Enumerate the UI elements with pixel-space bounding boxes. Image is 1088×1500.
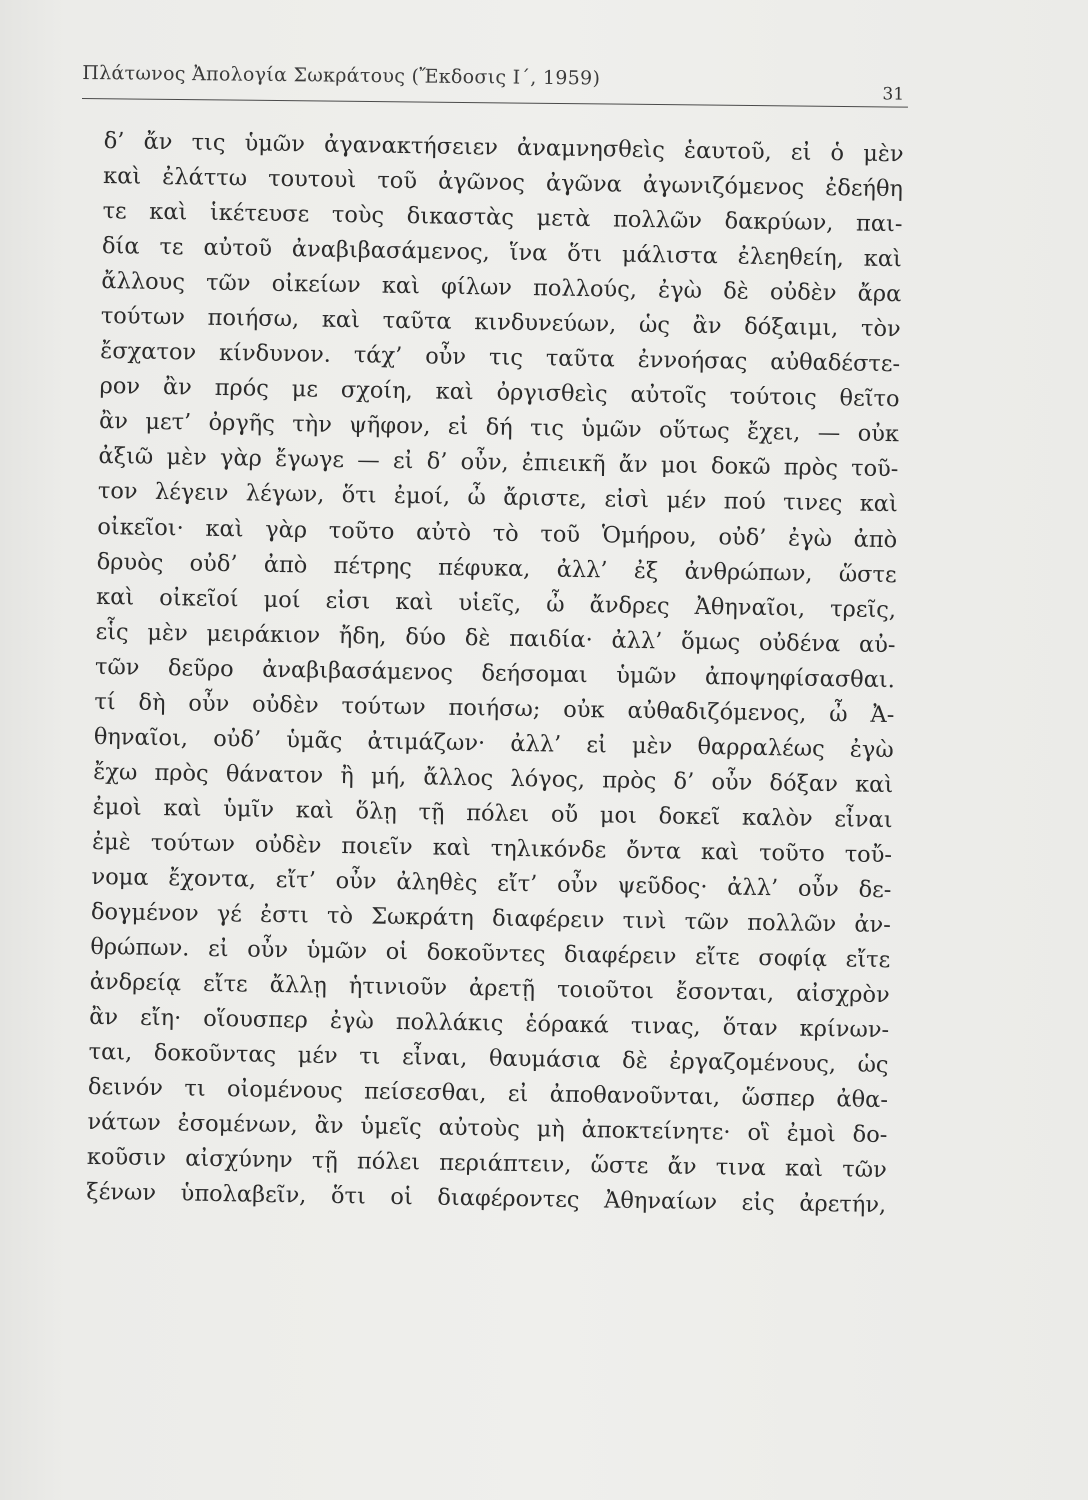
text-line: δία τε αὐτοῦ ἀναβιβασάμενος, ἵνα ὅτι μάλιστα ἐλεηθείη, καὶ <box>101 233 903 273</box>
text-line: δεινόν τι οἰομένους πείσεσθαι, εἰ ἀποθανοῦνται, ὥσπερ ἀθα- <box>87 1074 889 1114</box>
text-line: ται, δοκοῦντας μέν τι εἶναι, θαυμάσια δὲ ἐργαζομένους, ὡς <box>88 1039 889 1079</box>
page-number: 31 <box>882 84 905 105</box>
text-line: ἄλλους τῶν οἰκείων καὶ φίλων πολλούς, ἐγὼ δὲ οὐδὲν ἄρα <box>101 268 902 308</box>
text-line: ἐμὲ τούτων οὐδὲν ποιεῖν καὶ τηλικόνδε ὄντα καὶ τοῦτο τοὔ- <box>91 828 893 869</box>
header-title: Πλάτωνος Ἀπολογία Σωκράτους (Ἔκδοσις Ι΄, 1959) <box>82 62 601 90</box>
text-line: ἐμοὶ καὶ ὑμῖν καὶ ὅλῃ τῇ πόλει οὔ μοι δοκεῖ καλὸν εἶναι <box>92 793 893 834</box>
text-line: ρον ἂν πρός με σχοίη, καὶ ὀργισθεὶς αὐτοῖς τούτοις θεῖτο <box>99 373 900 413</box>
text-line: οἰκεῖοι· καὶ γὰρ τοῦτο αὐτὸ τὸ τοῦ Ὁμήρου, οὐδ’ ἐγὼ ἀπὸ <box>97 513 898 553</box>
text-line: τῶν δεῦρο ἀναβιβασάμενος δεήσομαι ὑμῶν ἀποψηφίσασθαι. <box>94 653 896 693</box>
text-line: ἀξιῶ μὲν γὰρ ἔγωγε — εἰ δ’ οὖν, ἐπιεικῆ ἄν μοι δοκῶ πρὸς τοῦ- <box>98 443 899 483</box>
text-line: εἷς μὲν μειράκιον ἤδη, δύο δὲ παιδία· ἀλλ’ ὅμως οὐδένα αὐ- <box>95 618 896 658</box>
text-line: νάτων ἐσομένων, ἂν ὑμεῖς αὐτοὺς μὴ ἀποκτείνητε· οἳ ἐμοὶ δο- <box>87 1109 888 1149</box>
text-line: ἂν μετ’ ὀργῆς τὴν ψῆφον, εἰ δή τις ὑμῶν οὕτως ἔχει, — οὐκ <box>98 408 900 448</box>
text-line: τε καὶ ἱκέτευσε τοὺς δικαστὰς μετὰ πολλῶν δακρύων, παι- <box>102 198 903 238</box>
text-line: τί δὴ οὖν οὐδὲν τούτων ποιήσω; οὐκ αὐθαδιζόμενος, ὦ Ἀ- <box>94 688 895 728</box>
text-line: κοῦσιν αἰσχύνην τῇ πόλει περιάπτειν, ὥστε ἄν τινα καὶ τῶν <box>86 1144 887 1184</box>
text-line: ἔσχατον κίνδυνον. τάχ’ οὖν τις ταῦτα ἐννοήσας αὐθαδέστε- <box>100 338 901 378</box>
text-line: δογμένον γέ ἐστι τὸ Σωκράτη διαφέρειν τινὶ τῶν πολλῶν ἀν- <box>90 898 892 939</box>
text-line: καὶ οἰκεῖοί μοί εἰσι καὶ υἱεῖς, ὦ ἄνδρες Ἀθηναῖοι, τρεῖς, <box>95 583 897 623</box>
text-line: νομα ἔχοντα, εἴτ’ οὖν ἀληθὲς εἴτ’ οὖν ψεῦδος· ἀλλ’ οὖν δε- <box>91 863 892 904</box>
text-line: ἂν εἴη· οἵουσπερ ἐγὼ πολλάκις ἑόρακά τινας, ὅταν κρίνων- <box>88 1004 890 1044</box>
text-line: τον λέγειν λέγων, ὅτι ἐμοί, ὦ ἄριστε, εἰσὶ μέν πού τινες καὶ <box>97 478 899 518</box>
running-header <box>82 58 908 108</box>
text-line: δ’ ἄν τις ὑμῶν ἀγανακτήσειεν ἀναμνησθεὶς ἑαυτοῦ, εἰ ὁ μὲν <box>103 127 904 168</box>
text-line: ξένων ὑπολαβεῖν, ὅτι οἱ διαφέροντες Ἀθηναίων εἰς ἀρετήν, <box>86 1179 887 1219</box>
text-line: καὶ ἐλάττω τουτουὶ τοῦ ἀγῶνος ἀγῶνα ἀγωνιζόμενος ἐδεήθη <box>102 163 904 203</box>
body-text <box>86 124 904 1224</box>
text-line: θηναῖοι, οὐδ’ ὑμᾶς ἀτιμάζων· ἀλλ’ εἰ μὲν θαρραλέως ἐγὼ <box>93 723 894 763</box>
text-line: ἀνδρείᾳ εἴτε ἄλλῃ ἡτινιοῦν ἀρετῇ τοιοῦτοι ἔσονται, αἰσχρὸν <box>89 969 890 1009</box>
text-line: δρυὸς οὐδ’ ἀπὸ πέτρης πέφυκα, ἀλλ’ ἐξ ἀνθρώπων, ὥστε <box>96 548 897 588</box>
text-line: τούτων ποιήσω, καὶ ταῦτα κινδυνεύων, ὡς ἂν δόξαιμι, τὸν <box>100 303 901 343</box>
text-line: ἔχω πρὸς θάνατον ἢ μή, ἄλλος λόγος, πρὸς δ’ οὖν δόξαν καὶ <box>93 758 894 799</box>
text-line: θρώπων. εἰ οὖν ὑμῶν οἱ δοκοῦντες διαφέρειν εἴτε σοφίᾳ εἴτε <box>90 933 891 974</box>
